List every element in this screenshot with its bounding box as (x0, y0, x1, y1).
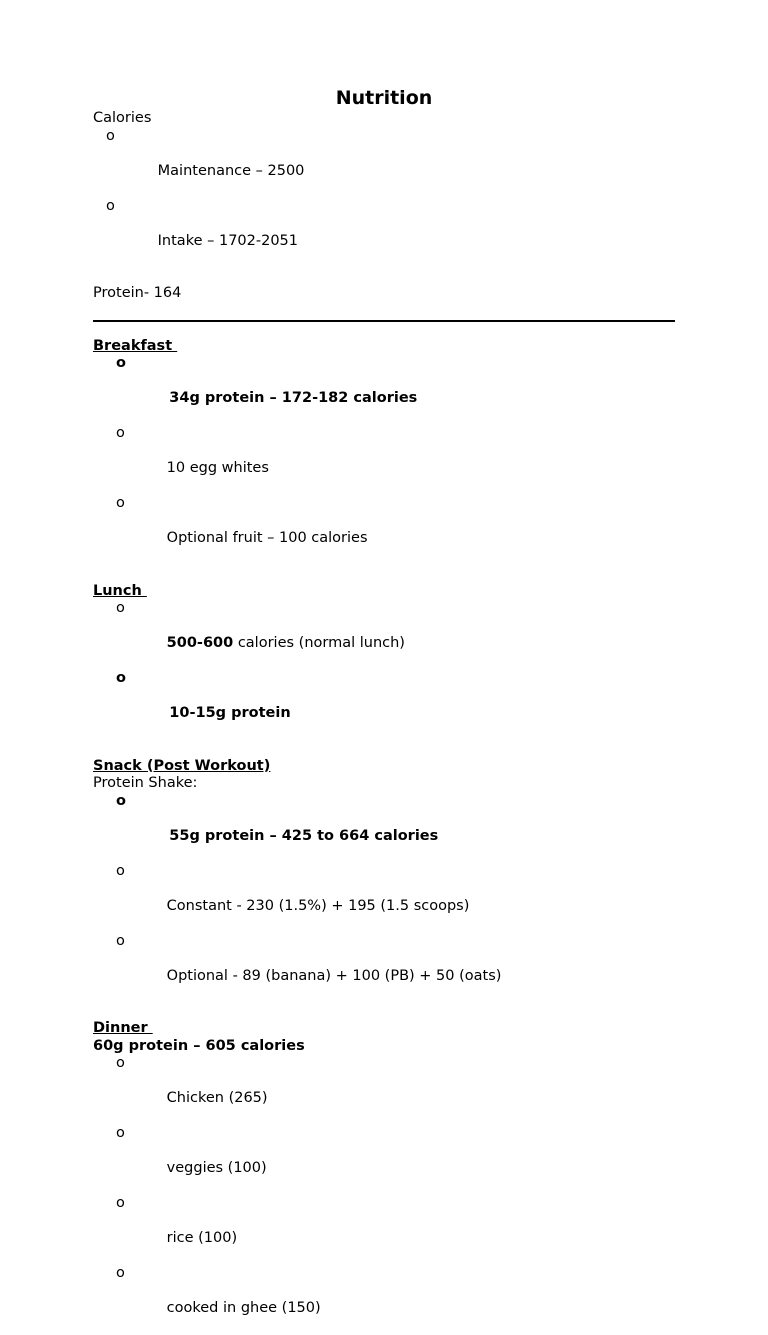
list-item (93, 355, 675, 425)
list-item (93, 198, 675, 268)
bullet-marker: o (116, 600, 125, 616)
document-page (93, 86, 675, 1335)
list-item (93, 670, 675, 740)
list-item-text: Optional fruit – 100 calories (166, 530, 368, 546)
bullet-marker: o (116, 792, 126, 809)
bullet-marker: o (116, 1125, 125, 1141)
bullet-marker: o (116, 1265, 125, 1281)
list-item-text: Intake – 1702-2051 (157, 232, 298, 249)
list-item (93, 793, 675, 863)
bullet-marker: o (116, 495, 125, 511)
horizontal-rule (93, 320, 675, 322)
list-item-text: 10-15g protein (169, 705, 291, 721)
bullet-marker: o (116, 862, 125, 879)
list-item-text: Optional - 89 (banana) + 100 (PB) + 50 (oats) (166, 967, 502, 984)
list-item (93, 863, 675, 933)
dinner-heading: Dinner (93, 1020, 153, 1036)
protein-line: Protein- 164 (93, 285, 182, 301)
list-item-text: Chicken (265) (166, 1090, 268, 1106)
list-item-bold-text: 500-600 (166, 635, 234, 651)
list-item-text: Constant - 230 (1.5%) + 195 (1.5 scoops) (166, 897, 470, 914)
list-item (93, 933, 675, 1003)
list-item-text: veggies (100) (166, 1160, 267, 1176)
list-item (93, 128, 675, 198)
snack-heading: Snack (Post Workout) (93, 757, 271, 774)
bullet-marker: o (116, 425, 125, 441)
list-item-text: calories (normal lunch) (233, 635, 405, 651)
bullet-marker: o (116, 1195, 125, 1211)
bullet-marker: o (106, 197, 115, 214)
dinner-list (93, 1055, 675, 1335)
list-item-text: 55g protein – 425 to 664 calories (169, 827, 439, 844)
list-item (93, 425, 675, 495)
calories-list (93, 128, 675, 268)
list-item-text: rice (100) (166, 1230, 238, 1246)
bullet-marker: o (116, 932, 125, 949)
dinner-summary: 60g protein – 605 calories (93, 1037, 305, 1054)
list-item (93, 1125, 675, 1195)
calories-label: Calories (93, 110, 152, 126)
list-item (93, 1055, 675, 1125)
bullet-marker: o (106, 127, 115, 144)
list-item-text: 34g protein – 172-182 calories (169, 390, 418, 406)
bullet-marker: o (116, 1055, 125, 1071)
bullet-marker: o (116, 355, 126, 371)
snack-list (93, 793, 675, 1003)
list-item-text: cooked in ghee (150) (166, 1300, 321, 1316)
list-item-text: Maintenance – 2500 (157, 162, 305, 179)
snack-subheading: Protein Shake: (93, 775, 198, 791)
list-item (93, 600, 675, 670)
list-item (93, 1265, 675, 1335)
bullet-marker: o (116, 670, 126, 686)
list-item (93, 1195, 675, 1265)
list-item (93, 495, 675, 565)
breakfast-list (93, 355, 675, 565)
list-item-text: 10 egg whites (166, 460, 269, 476)
breakfast-heading: Breakfast (93, 337, 178, 354)
lunch-list (93, 600, 675, 740)
lunch-heading: Lunch (93, 582, 147, 599)
document-title: Nutrition (335, 87, 433, 109)
